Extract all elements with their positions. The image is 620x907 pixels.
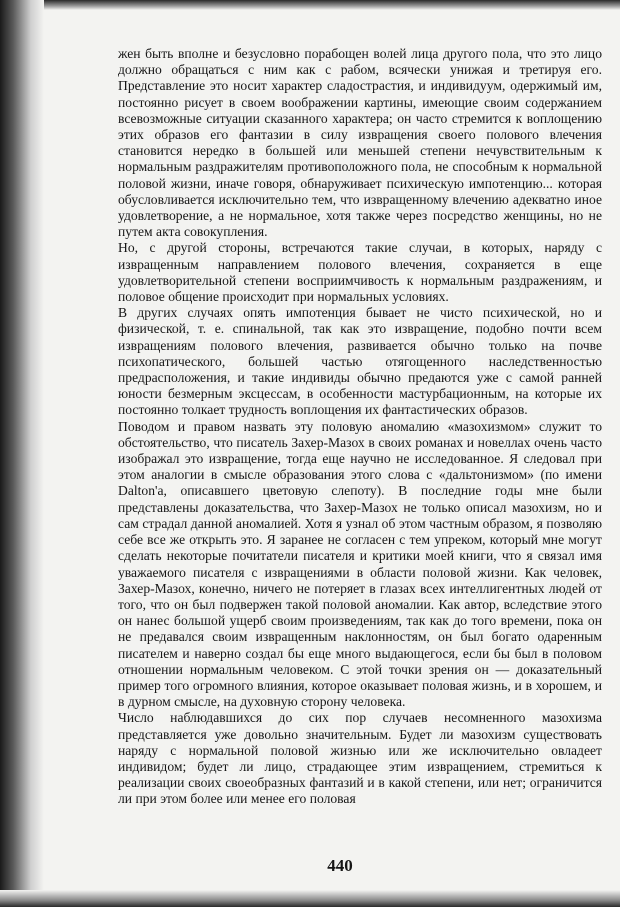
paragraph-1: жен быть вполне и безусловно порабощен волей лица другого пола, что это лицо должно обращаться с ним как с рабом, всячески унижая и третируя его. Представление это носит характер сладострастия, и индивидуум, одержимый им, постоянно рисует в своем воображении картины, имеющие своим содержанием всевозможные ситуации сказанного характера; он часто стремится к воплощению этих образов его фантазии в силу извращения своего полового влечения становится нередко в большей или меньшей степени нечувствительным к нормальным раздражителям противоположного пола, не способным к нормальной половой жизни, иначе говоря, обнаруживает психическую импотенцию... которая обусловливается исключительно тем, что извращенному влечению адекватно иное удовлетворение, а не нормальное, хотя также через посредство женщины, но не путем акта совокупления. — [118, 46, 602, 240]
top-scan-edge — [0, 0, 620, 10]
paragraph-2: Но, с другой стороны, встречаются такие случаи, в которых, наряду с извращенным направлением полового влечения, сохраняется в еще удовлетворительной степени восприимчивость к нормальным раздражениям, и половое общение происходит при нормальных условиях. — [118, 240, 602, 305]
page-number: 440 — [327, 856, 353, 875]
spine-shadow — [0, 0, 44, 907]
bottom-scan-edge — [0, 890, 620, 907]
paragraph-5: Число наблюдавшихся до сих пор случаев несомненного мазохизма представляется уже довольно значительным. Будет ли мазохизм существовать наряду с нормальной половой жизнью или же исключительно овладеет индивидом; будет ли лицо, страдающее этим извращением, стремиться к реализации своих своеобразных фантазий и в какой степени, или нет; ограничится ли при этом более или менее его половая — [118, 710, 602, 807]
paragraph-4: Поводом и правом назвать эту половую аномалию «мазохизмом» служит то обстоятельство, что писатель Захер-Мазох в своих романах и новеллах очень часто изображал это извращение, тогда еще научно не исследованное. Я следовал при этом аналогии в смысле образования этого слова с «дальтонизмом» (по имени Dalton'а, описавшего цветовую слепоту). В последние годы мне были представлены доказательства, что Захер-Мазох не только описал мазохизм, но и сам страдал данной аномалией. Хотя я узнал об этом частным образом, я позволяю себе все же открыть это. Я заранее не согласен с тем упреком, который мне могут сделать некоторые почитатели писателя и критики моей книги, что я связал имя уважаемого писателя с извращениями в области половой жизни. Как человек, Захер-Мазох, конечно, ничего не потеряет в глазах всех интеллигентных людей от того, что он был подвержен такой половой аномалии. Как автор, вследствие этого он нанес большой ущерб своим произведениям, так как до того времени, пока он не предавался своим извращенным наклонностям, он был богато одаренным писателем и наверно создал бы еще много выдающегося, если бы был в половом отношении нормальным человеком. С этой точки зрения он — доказательный пример того огромного влияния, которое оказывает половая жизнь, и в хорошем, и в дурном смысле, на духовную сторону человека. — [118, 418, 602, 710]
body-text — [118, 46, 602, 808]
paragraph-3: В других случаях опять импотенция бывает не чисто психической, но и физической, т. е. спинальной, так как это извращение, подобно почти всем извращениям полового влечения, развивается обычно только на почве психопатического, большей частью отягощенного наследственностью предрасположения, и такие индивиды обычно предаются уже с самой ранней юности безмерным эксцессам, в особенности мастурбационным, на которые их постоянно толкает трудность воплощения их фантастических образов. — [118, 305, 602, 418]
